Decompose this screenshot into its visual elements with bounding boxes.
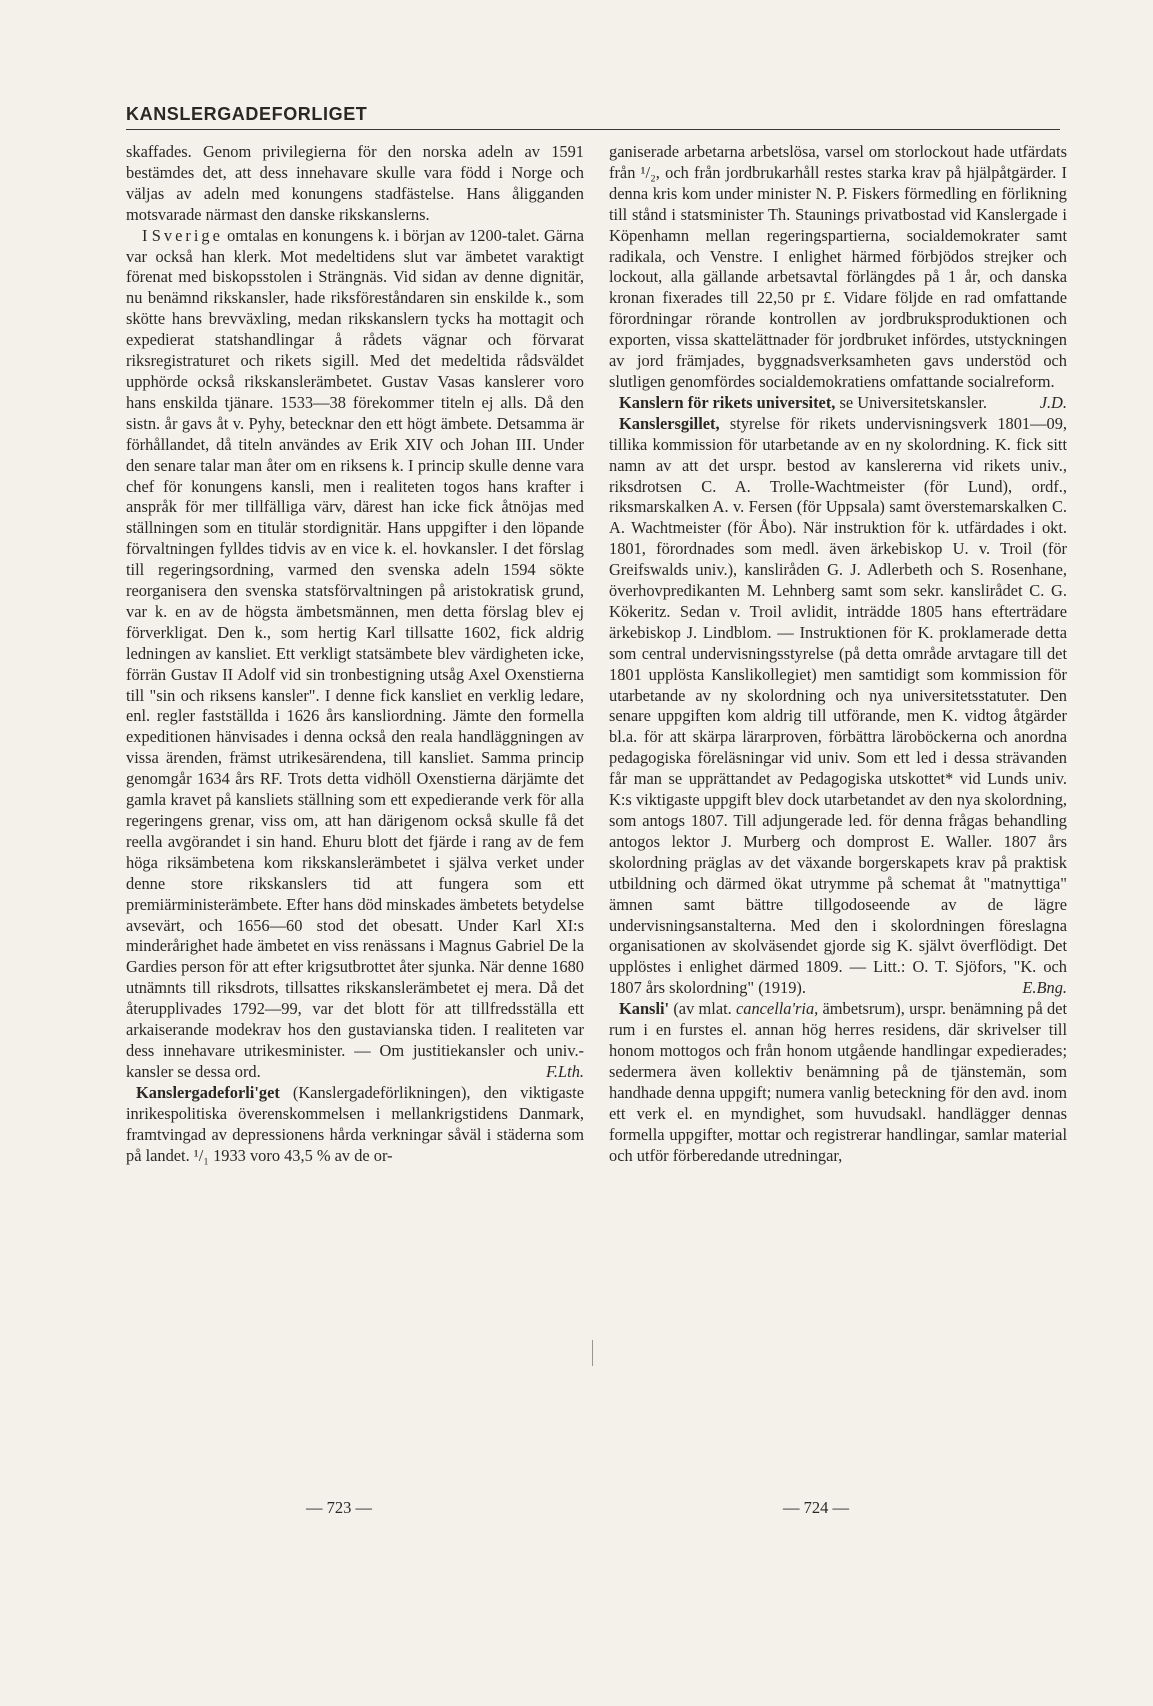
entry-kanslersgillet: Kanslersgillet, styrelse för rikets undervisningsverk 1801—09, tillika kommission för utarbetande av en ny skolordning. K. fick sitt namn av att det urspr. bestod av kanslererna vid rikets univ., riksdrotsen C. A. Trolle-Wachtmeister (för Lund), ordf., riksmarskalken A. v. Fersen (för Uppsala) samt överstemarskalken C. A. Wachtmeister (för Åbo). När instruktion för k. utfärdades i okt. 1801, förordnades som medl. även ärkebiskop U. v. Troil (för Greifswalds univ.), kansliråden G. J. Adlerbeth och S. Rosenhane, överhovpredikanten M. Lehnberg samt som sekr. kanslirådet C. G. Kökeritz. Sedan v. Troil avlidit, inträdde 1805 hans efterträdare ärkebiskop J. Lindblom. — Instruktionen för K. proklamerade detta som central undervisningsstyrelse (på detta område arvtagare till det 1801 upplösta Kanslikollegiet) men samtidigt som kommission för utarbetande av ny skolordning och nya universitetsstatuter. Den senare uppgiften kom aldrig till utförande, men K. vidtog åtgärder bl.a. för att skärpa lärarproven, förbättra läroböckerna och anordna pedagogiska föreläsningar vid univ. Som ett led i dessa strävanden får man se upprättandet av Pedagogiska utskottet* vid Lunds univ. K:s viktigaste uppgift blev dock utarbetandet av den nya skolordning, som antogs 1807. Till adjungerade led. för denna frågas behandling antogos lektor J. Murberg och domprost E. Waller. 1807 års skolordning präglas av det växande borgerskapets krav på praktisk utbildning och därmed ökat utrymme på schemat åt "matnyttiga" ämnen samt bättre tillgodoseende av de lägre undervisningsanstalterna. Med den i skolordningen föreslagna organisationen av skolväsendet gjorde sig K. självt överflödigt. Det upplöstes i enlighet därmed 1809. — Litt.: O. T. Sjöfors, "K. och 1807 års skolordning" (1919). E.Bng. bbox=[609, 413, 1067, 998]
header-rule bbox=[126, 129, 1060, 130]
page-number-right: — 724 — bbox=[783, 1498, 849, 1517]
column-divider bbox=[592, 1340, 593, 1366]
running-head: KANSLERGADEFORLIGET bbox=[126, 104, 368, 124]
author-signature: J.D. bbox=[1039, 392, 1067, 412]
paragraph-norway: skaffades. Genom privilegierna för den norska adeln av 1591 bestämdes det, att dess innehavare skulle vara född i Norge och väljas av adeln med konungens stadfästelse. Hans åligganden motsvarade närmast den danske rikskanslerns. bbox=[126, 142, 584, 224]
author-signature: E.Bng. bbox=[1022, 978, 1067, 998]
left-column bbox=[126, 142, 584, 1166]
headword: Kansli' bbox=[619, 999, 670, 1019]
page-number-left: — 723 — bbox=[306, 1498, 372, 1517]
author-signature: F.Lth. bbox=[546, 1061, 584, 1081]
entry-kanslergadeforliget: Kanslergadeforli'get (Kanslergadeförlikningen), den viktigaste inrikespolitiska överenskommelsen i mellankrigstidens Danmark, framtvingad av depressionens hårda verkningar såväl i städerna som på landet. ¹/₁ 1933 voro 43,5 % av de or- bbox=[126, 1082, 584, 1165]
headword: Kanslergadeforli'get bbox=[136, 1082, 280, 1102]
paragraph-sweden: I Sverige omtalas en konungens k. i början av 1200-talet. Gärna var också han klerk. Mot medeltidens slut var ämbetet varaktigt förenat med biskopsstolen i Strängnäs. Vid sidan av denne dignitär, nu benämnd rikskansler, hade riksföreståndaren sin enskilde k., som skötte hans brevväxling, medan rikskanslern tycks ha mottagit och expedierat statshandlingar å rådets vägnar och förvarat riksregistraturet och rikets sigill. Med det medeltida rådsväldet upphörde också rikskanslerämbetet. Gustav Vasas kanslerer voro hans enskilda tjänare. 1533—38 förekommer titeln ej alls. Då den sistn. år gavs åt v. Pyhy, betecknar den ett högt ämbete. Detsamma är förhållandet, då titeln användes av Erik XIV och Johan III. Under den senare talar man åter om en riksens k. I princip skulle denne vara chef för konungens kansli, men i realiteten togos hans krafter i anspråk för mer tillfälliga värv, därest han icke fick åtnöjas med ställningen som en titulär stordignitär. Hans uppgifter i den löpande förvaltningen fylldes tidvis av en vice k. el. hovkansler. I det förslag till regeringsordning, varmed den svenska adeln 1594 sökte reorganisera den svenska statsförvaltningen på aristokratisk grund, var k. en av de högsta ämbetsmännen, men detta förslag blev ej förverkligat. Den k., som hertig Karl tillsatte 1602, fick aldrig ledningen av kansliet. Ett verkligt statsämbete blev värdigheten icke, förrän Gustav II Adolf vid sin tronbestigning utsåg Axel Oxenstierna till "sin och riksens kansler". I denne fick kansliet en verklig ledare, enl. regler fastställda i 1626 års kansliordning. Jämte den formella expeditionen hänvisades i denna också den reala handläggningen av vissa ärenden, främst utrikesärendena, till kansliet. Samma princip genomgår 1634 års RF. Trots detta vidhöll Oxenstierna därjämte det gamla kravet på kansliets ställning som ett expedierande verk för alla regeringens grenar, viss om, att han därigenom också skulle få det reella avgörandet i sin hand. Ehuru blott det fjärde i rang av de fem höga riksämbetena kom rikskanslerämbetet i själva verket under denne store rikskanslers tid att fungera som ett premiärministerämbete. Efter hans död minskades ämbetets betydelse avsevärt, och 1656—60 stod det obesatt. Under Karl XI:s minderårighet hade ämbetet en viss renässans i Magnus Gabriel De la Gardies person för att efter krigsutbrottet åter sjunka. När denne 1680 utnämnts till riksdrots, tillsattes rikskanslerämbetet ej mera. Då det återupplivades 1792—99, var det blott för att tillfredsställa ett arkaiserande modekrav hos den gustavianska tiden. I realiteten var dess innehavare utrikesminister. — Om justitiekansler och univ.-kansler se dessa ord. F.Lth. bbox=[126, 225, 584, 1081]
entry-kanslern: Kanslern för rikets universitet, se Universitetskansler. bbox=[619, 392, 987, 412]
spaced-word: Sverige bbox=[151, 225, 223, 245]
headword: Kanslern för rikets universitet, bbox=[619, 392, 836, 412]
headword: Kanslersgillet, bbox=[619, 413, 720, 433]
entry-kansli: Kansli' (av mlat. cancella'ria, ämbetsrum), urspr. benämning på det rum i en furstes el. annan hög herres residens, där skrivelser till honom mottogos och från honom utgående handlingar expedierades; sedermera även kollektiv benämning på de tjänstemän, som handhade denna uppgift; numera vanlig beteckning för den avd. inom ett verk el. en myndighet, som huvudsakl. handlägger dennas formella uppgifter, mottar och registrerar handlingar, samlar material och utför förberedande utredningar, bbox=[609, 999, 1068, 1165]
paragraph-continuation: ganiserade arbetarna arbetslösa, varsel om storlockout hade utfärdats från ¹/₂, och från jordbrukarhåll restes starka krav på hjälpåtgärder. I denna kris kom under minister N. P. Fiskers förmedling en förlikning till stånd i statsminister Th. Staunings privatbostad vid Kanslergade i Köpenhamn mellan regeringspartierna, socialdemokrater samt radikala, och Venstre. I enlighet härmed förbjödos strejker och lockout, alla gällande arbetsavtal förlängdes på 1 år, och danska kronan fixerades till 22,50 pr £. Vidare följde en rad omfattande förordningar rörande kontrollen av jordbruksproduktionen och exporten, vissa skattelättnader för jordbruket infördes, utstyckningen av jord främjades, byggnadsverksamheten gavs understöd och slutligen genomfördes socialdemokratiens omfattande socialreform. J.D. bbox=[609, 142, 1067, 412]
right-column bbox=[609, 142, 1067, 1166]
